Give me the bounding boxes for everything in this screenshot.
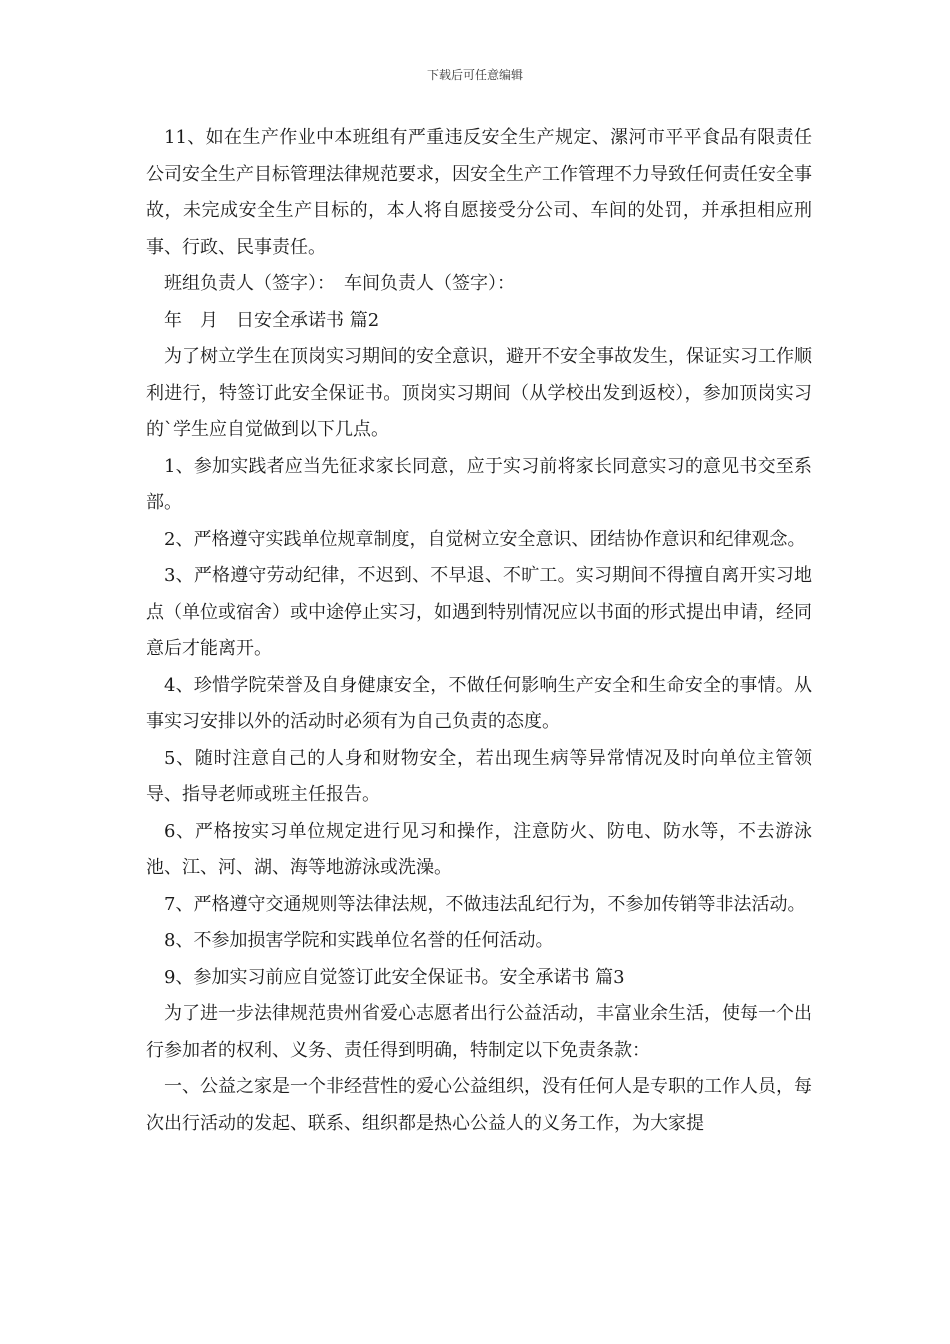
paragraph-item-8: 8、不参加损害学院和实践单位名誉的任何活动。: [164, 930, 554, 951]
document-body: [146, 120, 812, 1142]
paragraph-item-7: 7、严格遵守交通规则等法律法规，不做违法乱纪行为，不参加传销等非法活动。: [164, 893, 806, 915]
paragraph-clause-11: 11、如在生产作业中本班组有严重违反安全生产规定、漯河市平平食品有限责任公司安全生产目标管理法律规范要求，因安全生产工作管理不力导致任何责任安全事故，未完成安全生产目标的，本人将自愿接受分公司、车间的处罚，并承担相应刑事、行政、民事责任。: [146, 127, 812, 258]
paragraph-intro-section-3: 为了进一步法律规范贵州省爱心志愿者出行公益活动，丰富业余生活，使每一个出行参加者的权利、义务、责任得到明确，特制定以下免责条款：: [146, 1003, 812, 1061]
signature-line: 班组负责人（签字）： 车间负责人（签字）：: [164, 273, 515, 294]
paragraph-item-5: 5、随时注意自己的人身和财物安全，若出现生病等异常情况及时向单位主管领导、指导老师或班主任报告。: [146, 747, 812, 805]
paragraph-item-9-section-3-title: 9、参加实习前应自觉签订此安全保证书。安全承诺书 篇3: [164, 966, 625, 988]
paragraph-item-4: 4、珍惜学院荣誉及自身健康安全，不做任何影响生产安全和生命安全的事情。从事实习安排以外的活动时必须有为自己负责的态度。: [146, 674, 812, 732]
paragraph-item-6: 6、严格按实习单位规定进行见习和操作，注意防火、防电、防水等，不去游泳池、江、河、湖、海等地游泳或洗澡。: [146, 820, 812, 878]
paragraph-item-2: 2、严格遵守实践单位规章制度，自觉树立安全意识、团结协作意识和纪律观念。: [164, 528, 806, 550]
paragraph-item-1: 1、参加实践者应当先征求家长同意，应于实习前将家长同意实习的意见书交至系部。: [146, 455, 812, 513]
paragraph-clause-one: 一、公益之家是一个非经营性的爱心公益组织，没有任何人是专职的工作人员，每次出行活动的发起、联系、组织都是热心公益人的义务工作，为大家提: [146, 1076, 812, 1134]
paragraph-item-3: 3、严格遵守劳动纪律，不迟到、不早退、不旷工。实习期间不得擅自离开实习地点（单位或宿舍）或中途停止实习，如遇到特别情况应以书面的形式提出申请，经同意后才能离开。: [146, 565, 812, 659]
date-line-section-2-title: 年 月 日安全承诺书 篇2: [164, 309, 380, 331]
paragraph-intro-section-2: 为了树立学生在顶岗实习期间的安全意识，避开不安全事故发生，保证实习工作顺利进行，特签订此安全保证书。顶岗实习期间（从学校出发到返校），参加顶岗实习的`学生应自觉做到以下几点。: [146, 346, 812, 440]
page-header: 下载后可任意编辑: [426, 68, 523, 82]
